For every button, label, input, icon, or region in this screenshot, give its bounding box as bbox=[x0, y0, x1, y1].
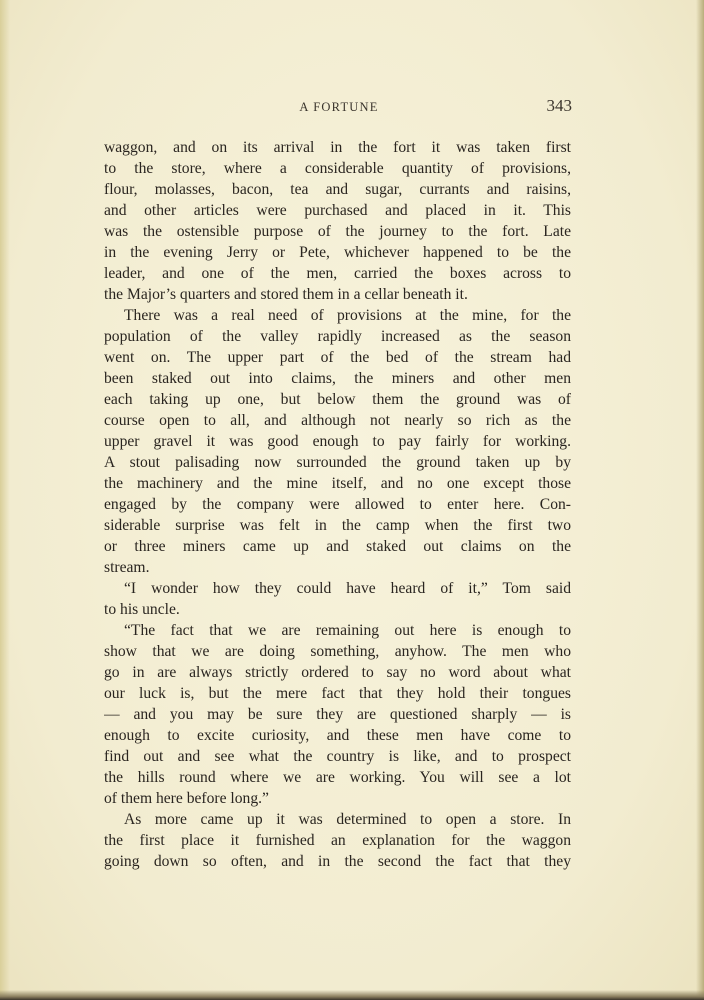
body-text bbox=[104, 137, 571, 872]
text-line: or three miners came up and staked out claims on the bbox=[104, 538, 571, 555]
text-line: of them here before long.” bbox=[104, 790, 269, 807]
text-line: been staked out into claims, the miners and other men bbox=[104, 370, 571, 387]
text-line: upper gravel it was good enough to pay fairly for working. bbox=[104, 433, 571, 450]
text-line: in the evening Jerry or Pete, whichever happened to be the bbox=[104, 244, 571, 261]
text-line: flour, molasses, bacon, tea and sugar, currants and raisins, bbox=[104, 181, 571, 198]
running-title: A FORTUNE bbox=[299, 100, 379, 114]
text-line: to his uncle. bbox=[104, 601, 180, 618]
page-left-edge bbox=[0, 0, 10, 1000]
text-line: show that we are doing something, anyhow. The men who bbox=[104, 643, 571, 660]
text-line: — and you may be sure they are questioned sharply — is bbox=[104, 706, 571, 723]
text-line: engaged by the company were allowed to enter here. Con- bbox=[104, 496, 571, 513]
text-line: find out and see what the country is like, and to prospect bbox=[104, 748, 571, 765]
text-line: the machinery and the mine itself, and no one except those bbox=[104, 475, 571, 492]
text-line: our luck is, but the mere fact that they hold their tongues bbox=[104, 685, 571, 702]
text-line: the Major’s quarters and stored them in a cellar beneath it. bbox=[104, 286, 468, 303]
text-line: “I wonder how they could have heard of it,” Tom said bbox=[124, 580, 571, 597]
page-header bbox=[104, 96, 574, 120]
text-line: each taking up one, but below them the ground was of bbox=[104, 391, 571, 408]
text-line: the hills round where we are working. You will see a lot bbox=[104, 769, 571, 786]
text-line: population of the valley rapidly increased as the season bbox=[104, 328, 571, 345]
text-line: go in are always strictly ordered to say no word about what bbox=[104, 664, 571, 681]
text-line: leader, and one of the men, carried the boxes across to bbox=[104, 265, 571, 282]
text-line: going down so often, and in the second the fact that they bbox=[104, 853, 571, 870]
text-line: A stout palisading now surrounded the ground taken up by bbox=[104, 454, 571, 471]
page-number: 343 bbox=[546, 96, 572, 115]
text-line: was the ostensible purpose of the journey to the fort. Late bbox=[104, 223, 571, 240]
text-line: waggon, and on its arrival in the fort it was taken first bbox=[104, 139, 571, 156]
text-line: As more came up it was determined to open a store. In bbox=[124, 811, 571, 828]
text-line: There was a real need of provisions at the mine, for the bbox=[124, 307, 571, 324]
text-line: to the store, where a considerable quantity of provisions, bbox=[104, 160, 571, 177]
text-line: stream. bbox=[104, 559, 150, 576]
text-line: and other articles were purchased and placed in it. This bbox=[104, 202, 571, 219]
page-right-edge bbox=[696, 0, 704, 1000]
page-bottom-edge bbox=[0, 990, 704, 1000]
text-line: went on. The upper part of the bed of the stream had bbox=[104, 349, 571, 366]
text-line: the first place it furnished an explanation for the waggon bbox=[104, 832, 571, 849]
text-line: “The fact that we are remaining out here is enough to bbox=[124, 622, 571, 639]
text-line: siderable surprise was felt in the camp when the first two bbox=[104, 517, 571, 534]
text-line: enough to excite curiosity, and these men have come to bbox=[104, 727, 571, 744]
text-line: course open to all, and although not nearly so rich as the bbox=[104, 412, 571, 429]
